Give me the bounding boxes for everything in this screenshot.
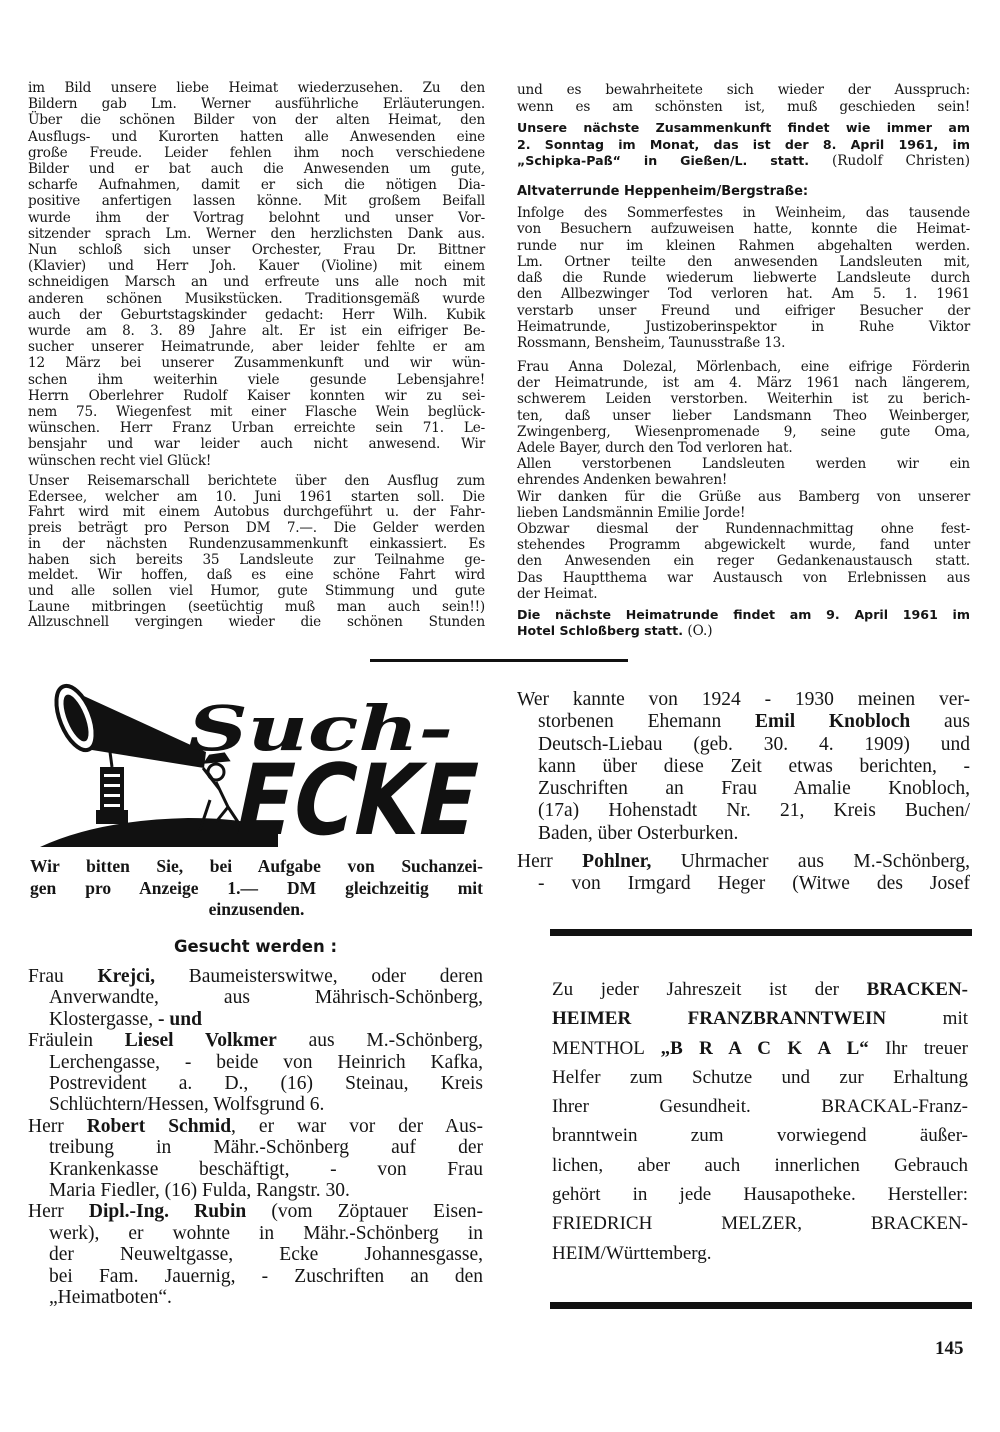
text-line: schneidigen Marsch an und erfreute uns alle noch mit (28, 274, 485, 291)
paragraph (28, 1116, 483, 1202)
text-line: im Bild unsere liebe Heimat wiederzusehen. Zu den (28, 80, 485, 96)
bold-text: Emil Knobloch (755, 711, 911, 733)
text-line: einzusenden. (208, 899, 305, 919)
meeting-announcement (517, 120, 970, 170)
text-line: der Heimatrunde, ist am 4. März 1961 nach längerem, (517, 375, 970, 392)
text-line: ten, daß unser lieber Landsmann Theo Weinberger, (517, 407, 970, 424)
logo-script-text: Such- (188, 692, 453, 765)
text-line: Ausflugs- und Kurorten hatten alle Anwesenden eine (28, 128, 485, 145)
paragraph (28, 1030, 483, 1116)
text-line: 2. Sonntag im Monat, das ist der 8. April 1961, im (517, 136, 970, 152)
text-line: Adele Bayer, durch den Tod verloren hat. (517, 440, 793, 457)
text-line (517, 623, 970, 640)
brackal-advertisement (552, 975, 968, 1268)
section-heading: Altvaterrunde Heppenheim/Bergstraße: (517, 184, 809, 199)
text-line: Infolge des Sommerfestes in Weinheim, das tausende (517, 205, 970, 221)
paragraph (28, 966, 483, 1030)
text-line: (Klavier) und Herr Joh. Kauer (Violine) mit einem (28, 258, 485, 275)
text-line: wurde ihm der Vortrag belohnt und unser Vor- (28, 209, 485, 226)
text-line: schwerem Leiden verstorben. Weiterhin ist zu berich- (517, 391, 970, 408)
telescope-icon (48, 680, 206, 768)
text-segment: Herr (517, 851, 583, 872)
bold-text: HEIMER FRANZBRANNTWEIN (552, 1008, 887, 1030)
text-line (28, 1030, 483, 1051)
text-line: auch der Geburtstagskinder gedacht: Herr Wilh. Kubik (28, 306, 485, 323)
text-line: lieben Landsmännin Emilie Jorde! (517, 504, 746, 521)
paragraph (517, 521, 970, 602)
text-segment: aus (910, 711, 970, 733)
paragraph (517, 489, 970, 521)
article-column-left-trip (28, 474, 485, 631)
text-line (552, 1034, 968, 1063)
text-line: Die nächste Heimatrunde findet am 9. April 1961 im (517, 607, 970, 622)
text-line: gen pro Anzeige 1.— DM gleichzeitig mit (30, 877, 483, 898)
paragraph (517, 120, 970, 170)
text-segment: Baumeisterswitwe, oder deren (155, 966, 483, 987)
text-line: nem 75. Wiegenfest mit einer Flasche Wein beglück- (28, 404, 485, 421)
text-line: Baden, über Osterburken. (538, 822, 739, 844)
text-line: - von Irmgard Heger (Witwe des Josef (538, 873, 970, 895)
bold-text: Krejci, (97, 966, 156, 987)
such-ecke-logo (38, 672, 531, 858)
text-line: Deutsch-Liebau (geb. 30. 4. 1909) und (538, 733, 970, 755)
paragraph (28, 474, 485, 631)
text-line: Über die schönen Bilder von der alten Heimat, den (28, 112, 485, 129)
text-line: Das Hauptthema war Austausch von Erlebnissen aus (517, 569, 970, 586)
text-line: Lerchengasse, - beide von Heinrich Kafka, (49, 1051, 483, 1073)
bold-text: - und (158, 1008, 202, 1030)
text-line: wünschen. Herr Franz Urban erreichte sein 71. Le- (28, 420, 485, 437)
text-segment: (O.) (683, 622, 713, 639)
text-line: Bildern gab Lm. Werner ausführliche Erläuterungen. (28, 96, 485, 113)
text-line: Zwingenberg, Wiesenpromenade 9, seine gute Oma, (517, 423, 970, 440)
text-segment: Ihr treuer (868, 1037, 968, 1059)
tower-icon (96, 767, 128, 824)
text-line: Bilder und er bat auch die Anwesenden um gute, (28, 161, 485, 178)
text-line: Zuschriften an Frau Amalie Knobloch, (538, 778, 970, 800)
text-line: treibung in Mähr.-Schönberg auf der (49, 1137, 483, 1159)
paragraph (517, 205, 970, 351)
text-segment: , er war vor der Aus- (231, 1115, 483, 1137)
text-line: verstarb unser Freund und eifriger Besucher der (517, 302, 970, 319)
bold-text: „Schipka-Paß“ in Gießen/L. statt. (517, 153, 810, 168)
text-line (517, 711, 970, 733)
text-line: meldet. Wir hoffen, daß es eine schöne Fahrt wird (28, 567, 485, 584)
text-line: 12 März bei unserer Zusammenkunft und wir wün- (28, 355, 485, 372)
text-line: sucher unserer Heimatrunde, aber leider fehlte er am (28, 339, 485, 356)
text-segment: storbenen Ehemann (538, 711, 756, 733)
text-line: Obzwar diesmal der Rundennachmittag ohne fest- (517, 521, 970, 538)
bold-text: Dipl.-Ing. Rubin (88, 1201, 247, 1223)
text-line: Helfer zum Schutze und zur Erhaltung (552, 1066, 968, 1088)
bold-text: „B R A C K A L“ (660, 1037, 869, 1059)
text-line: von Besuchern aufzuweisen hatte, konnte die Heimat- (517, 221, 970, 238)
text-segment: aus M.-Schönberg, (276, 1030, 484, 1052)
text-line: Unser Reisemarschall berichtete über den Ausflug zum (28, 473, 485, 489)
text-line: der Heimat. (517, 585, 598, 602)
text-line: der Neuweltgasse, Ecke Johannesgasse, (49, 1244, 483, 1266)
text-line: haben sich bereits 35 Landsleute zur Teilnahme ge- (28, 551, 485, 568)
section-divider (370, 659, 628, 662)
text-line: Anverwandte, aus Mährisch-Schönberg, (49, 987, 483, 1009)
advert-rule-bottom (550, 1302, 972, 1309)
logo-block-text: ECKE (224, 744, 531, 858)
search-entries-right-cont (517, 851, 970, 896)
text-segment: Zu jeder Jahreszeit ist der (552, 979, 867, 1000)
text-line: Krankenkasse beschäftigt, - von Frau (49, 1158, 483, 1180)
text-line: Schlüchtern/Hessen, Wolfsgrund 6. (49, 1094, 325, 1116)
text-line: Edersee, welcher am 10. Juni 1961 starten soll. Die (28, 488, 485, 505)
text-segment: Uhrmacher aus M.-Schönberg, (651, 851, 970, 872)
text-line (517, 153, 970, 170)
text-line (28, 1201, 483, 1222)
paragraph (28, 80, 485, 469)
text-line (28, 1009, 483, 1030)
text-line: bensjahr und war leider auch nicht anwesend. Wir (28, 436, 485, 453)
paragraph (28, 1201, 483, 1308)
text-line: schen ihm weiterhin viele gesunde Lebensjahre! (28, 371, 485, 388)
text-line (552, 975, 968, 1004)
text-line: wurde am 8. 3. 89 Jahre alt. Er ist ein eifriger Be- (28, 323, 485, 340)
text-line: wenn es am schönsten ist, muß geschieden sein! (517, 98, 970, 115)
text-line: anderen schönen Musikstücken. Traditionsgemäß wurde (28, 290, 485, 307)
text-segment: Fräulein (28, 1030, 125, 1052)
text-line (28, 1116, 483, 1137)
text-line: Herrn Oberlehrer Rudolf Kaiser konnten wir zu sei- (28, 387, 485, 404)
text-line (28, 966, 483, 987)
text-line: preis beträgt pro Person DM 7.—. Die Gelder werden (28, 520, 485, 537)
text-line: wünschen recht viel Glück! (28, 452, 212, 469)
text-line: den Allbezwinger Tod verloren hat. Am 5. 1. 1961 (517, 286, 970, 303)
text-line (517, 851, 970, 873)
bold-text: Robert Schmid (86, 1115, 232, 1137)
text-line: Maria Fiedler, (16) Fulda, Rangstr. 30. (49, 1180, 350, 1202)
paragraph (517, 689, 970, 845)
article-column-left (28, 80, 485, 469)
text-segment: Klostergasse, (49, 1008, 159, 1030)
text-line: werk), er wohnte in Mähr.-Schönberg in (49, 1222, 483, 1244)
paragraph (517, 607, 970, 640)
text-line: große Freude. Leider fehlen ihm noch verschiedene (28, 144, 485, 161)
text-line: und alle sollen viel Humor, gute Stimmung und gute (28, 582, 485, 599)
text-line: branntwein zum vorwiegend äußer- (552, 1125, 968, 1147)
paragraph (30, 856, 483, 921)
text-line: Unsere nächste Zusammenkunft findet wie immer am (517, 120, 970, 135)
bold-text: Hotel Schloßberg statt. (517, 622, 683, 638)
text-segment: Frau (28, 966, 98, 987)
search-entries-right (517, 689, 970, 845)
bold-text: Pohlner, (582, 851, 652, 872)
text-line: scharfe Aufnahmen, damit er sich die nötigen Dia- (28, 177, 485, 194)
text-line (552, 1004, 968, 1033)
paragraph (517, 456, 970, 488)
text-line: Fahrt wird mit einem Autobus durchgeführt u. der Fahr- (28, 504, 485, 521)
text-line: Laune mitbringen (seetüchtig muß man auch sein!!) (28, 598, 485, 615)
text-line: lichen, aber auch innerlichen Gebrauch (552, 1154, 968, 1176)
search-entries-left (28, 966, 483, 1309)
text-segment: Herr (28, 1115, 87, 1137)
search-fee-notice (30, 856, 483, 921)
text-line: runde nur im kleinen Rahmen abgehalten werden. (517, 237, 970, 254)
text-line: Allzuschnell vergingen wieder die schönen Stunden (28, 614, 485, 631)
text-line: Rossmann, Bensheim, Taunusstraße 13. (517, 335, 786, 351)
text-line: den Anwesenden ein reger Gedankenaustausch statt. (517, 553, 970, 570)
text-line: Nun schloß sich unser Orchester, Frau Dr. Bittner (28, 242, 485, 259)
text-line: HEIM/Württemberg. (552, 1242, 712, 1264)
bold-text: BRACKEN- (866, 979, 968, 1000)
paragraph (517, 82, 970, 115)
article-column-right-intro (517, 82, 970, 115)
text-line: FRIEDRICH MELZER, BRACKEN- (552, 1213, 968, 1235)
text-line: in der nächsten Rundenzusammenkunft einkassiert. Es (28, 535, 485, 552)
text-line: Allen verstorbenen Landsleuten werden wir ein (517, 456, 970, 473)
text-line: Lm. Ortner teilte den anwesenden Landsleuten mit, (517, 253, 970, 270)
text-line: daß die Runde wiederum liebwerte Landsleute durch (517, 270, 970, 286)
article-heppenheim (517, 205, 970, 351)
text-segment: (vom Zöptauer Eisen- (246, 1201, 483, 1223)
text-line: Ihrer Gesundheit. BRACKAL-Franz- (552, 1096, 968, 1118)
paragraph (517, 851, 970, 896)
text-line: Frau Anna Dolezal, Mörlenbach, eine eifrige Förderin (517, 359, 970, 375)
text-line: (17a) Hohenstadt Nr. 21, Kreis Buchen/ (538, 800, 970, 822)
text-segment: mit (886, 1008, 969, 1030)
text-line: Wir danken für die Grüße aus Bamberg von unserer (517, 488, 970, 505)
text-line: sitzender sprach Lm. Werner den herzlichsten Dank aus. (28, 225, 485, 242)
text-line: positive anfertigen lassen könne. Mit großem Beifall (28, 193, 485, 210)
paragraph (552, 975, 968, 1268)
advert-rule-top (550, 929, 972, 936)
bold-text: Liesel Volkmer (124, 1030, 277, 1052)
text-line: kann über diese Zeit etwas berichten, - (538, 755, 970, 777)
text-line: Wir bitten Sie, bei Aufgabe von Suchanzei- (30, 856, 483, 876)
text-line: und es bewahrheitete sich wieder der Ausspruch: (517, 82, 970, 98)
text-line: Heimatrunde, Justizoberinspektor in Ruhe Viktor (517, 318, 970, 335)
text-segment: (Rudolf Christen) (809, 153, 970, 169)
text-line: stehendes Programm abgewickelt wurde, fand unter (517, 537, 970, 554)
search-heading: Gesucht werden : (173, 937, 338, 956)
next-meeting-announcement (517, 607, 970, 640)
text-line: gehört in jede Hausapotheke. Hersteller: (552, 1184, 968, 1206)
article-heppenheim-cont (517, 359, 970, 602)
text-segment: Herr (28, 1201, 89, 1223)
text-line: Postrevident a. D., (16) Steinau, Kreis (49, 1073, 483, 1095)
paragraph (517, 359, 970, 456)
text-line: „Heimatboten“. (49, 1287, 172, 1309)
text-line: ehrendes Andenken bewahren! (517, 472, 728, 489)
text-line: bei Fam. Jauernig, - Zuschriften an den (49, 1265, 483, 1287)
text-line: Wer kannte von 1924 - 1930 meinen ver- (517, 689, 970, 710)
page-number: 145 (935, 1338, 964, 1359)
text-segment: MENTHOL (552, 1037, 661, 1059)
